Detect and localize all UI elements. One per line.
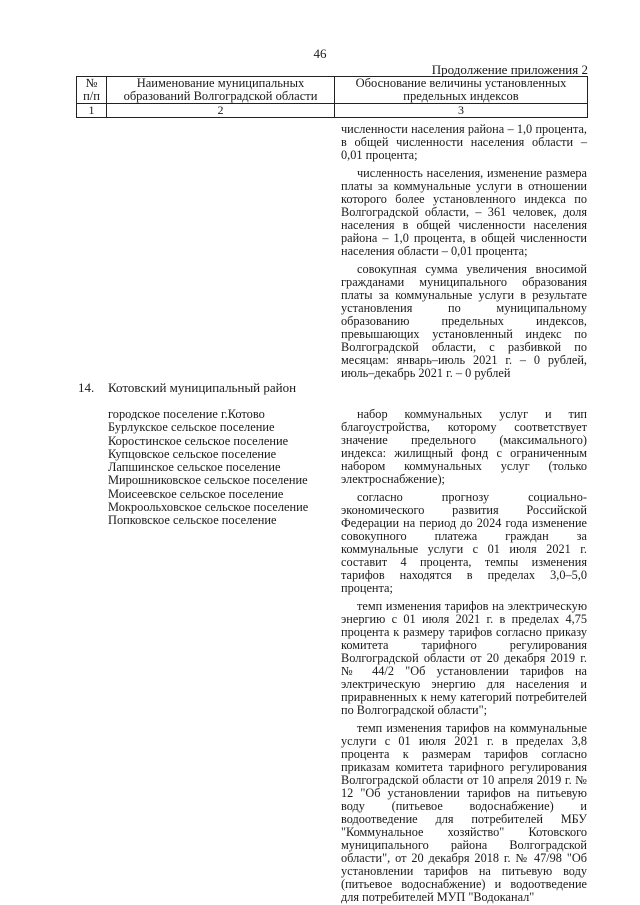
paragraph: численность населения, изменение размера платы за коммунальные услуги в отношении которого более установленного индекса по Волгоградской области, – 361 человек, доля населения в общей численности населения района – 1,0 процента, в общей численности населения области – 0,01 процента; (341, 166, 587, 258)
justification-block-top (341, 123, 587, 380)
header-col-name (107, 77, 335, 104)
list-item: Мирошниковское сельское поселение (108, 473, 308, 488)
header-num-3: 3 (335, 104, 588, 118)
list-item: Коростинское сельское поселение (108, 433, 289, 448)
paragraph: согласно прогнозу социально-экономического развития Российской Федерации на период до 2024 года изменение совокупного платежа граждан за коммунальные услуги с 01 июля 2021 г. составит 4 процента, темпы изменения тарифов находятся в пределах 3,0–5,0 процента; (341, 490, 587, 595)
list-item: Лапшинское сельское поселение (108, 460, 281, 475)
header-col-number-text: № п/п (83, 76, 100, 103)
list-item: Попковское сельское поселение (108, 513, 277, 528)
list-item: Бурлукское сельское поселение (108, 420, 275, 435)
list-item: Мокроольховское сельское поселение (108, 500, 309, 515)
page-number: 46 (313, 46, 327, 61)
header-col-number (77, 77, 107, 104)
paragraph: темп изменения тарифов на электрическую энергию с 01 июля 2021 г. в пределах 4,75 процента к размеру тарифов согласно приказу комитета тарифного регулирования Волгоградской области от 20 декабря 2019 г. № 44/2 "Об установлении тарифов на электрическую энергию для населения и приравненных к нему категорий потребителей по Волгоградской области"; (341, 599, 587, 717)
paragraph: набор коммунальных услуг и тип благоустройства, которому соответствует значение предельного (максимального) индекса: жилищный фонд с ограниченным набором коммунальных услуг (только электроснабжение); (341, 407, 587, 486)
header-col-justification-text: Обоснование величины установленных предельных индексов (355, 76, 567, 103)
header-col-justification (335, 77, 588, 104)
list-item: Моисеевское сельское поселение (108, 486, 284, 501)
paragraph: численности населения района – 1,0 процента, в общей численности населения области – 0,01 процента; (341, 122, 587, 162)
table-header (76, 76, 588, 118)
justification-block-bottom (341, 408, 587, 904)
section-title: Котовский муниципальный район (108, 380, 297, 395)
paragraph: совокупная сумма увеличения вносимой гражданами муниципального образования платы за коммунальные услуги в результате установления по муниципальному образованию предельных индексов, превышающих установленный индекс по Волгоградской области, с разбивкой по месяцам: январь–июль 2021 г. – 0 рублей, июль–декабрь 2021 г. – 0 рублей (341, 262, 587, 380)
header-num-1: 1 (77, 104, 107, 118)
paragraph: темп изменения тарифов на коммунальные услуги с 01 июля 2021 г. в пределах 3,8 процента к размерам тарифов согласно приказам комитета тарифного регулирования Волгоградской области от 10 апреля 2019 г. № 12 "Об установлении тарифов на питьевую воду (питьевое водоснабжение) и водоотведение для потребителей МБУ "Коммунальное хозяйство" Котовского муниципального района Волгоградской области", от 20 декабря 2018 г. № 47/98 "Об установлении тарифов на питьевую воду (питьевое водоснабжение) и водоотведение для потребителей МУП "Водоканал" (341, 721, 587, 904)
list-item: городское поселение г.Котово (108, 407, 265, 421)
header-num-2: 2 (107, 104, 335, 118)
list-item: Купцовское сельское поселение (108, 446, 277, 461)
section-number: 14. (78, 380, 95, 395)
settlements-list (108, 408, 308, 528)
appendix-continuation: Продолжение приложения 2 (431, 62, 588, 77)
header-col-name-text: Наименование муниципальных образований Волгоградской области (123, 76, 318, 103)
